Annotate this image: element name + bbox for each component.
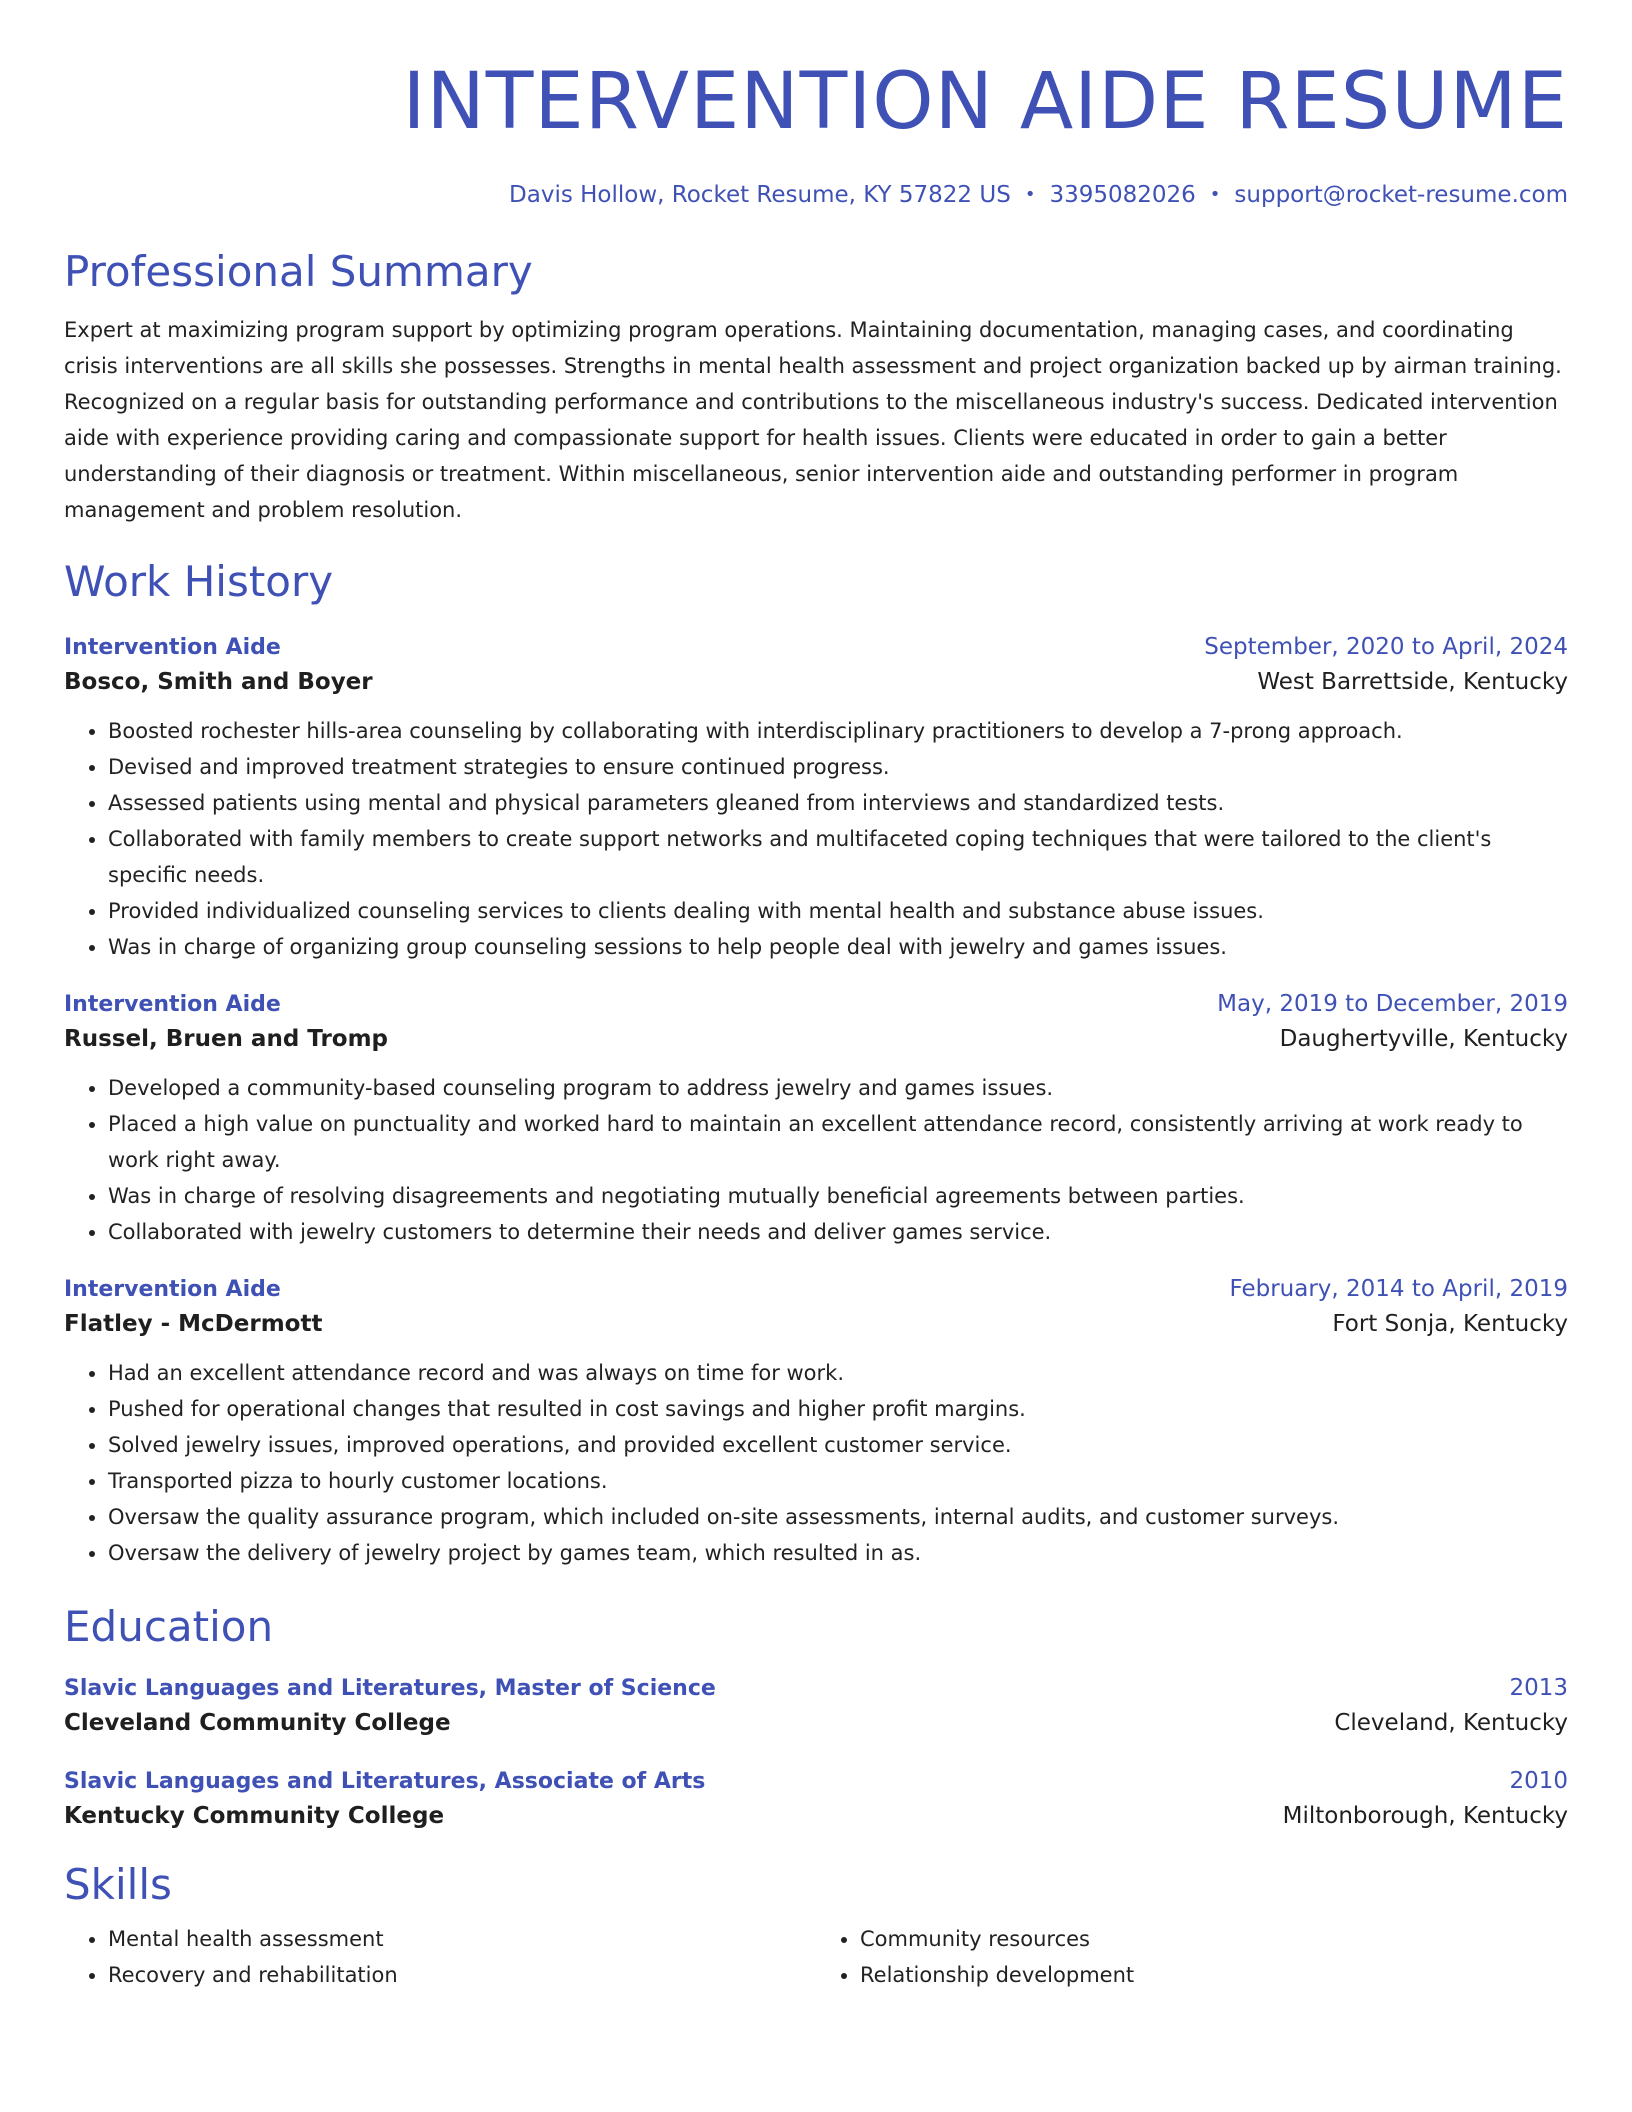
section-title-summary: Professional Summary <box>64 247 533 296</box>
contact-separator: • <box>1024 184 1036 205</box>
education-header-row <box>64 1764 1568 1799</box>
job-location: Daughertyville, Kentucky <box>1279 1026 1568 1052</box>
section-title-work: Work History <box>64 557 334 606</box>
job-bullet: • Collaborated with family members to create support networks and multifaceted coping techniques that were tailored to the client's specific needs. <box>108 821 1568 893</box>
job-bullet: • Collaborated with jewelry customers to determine their needs and deliver games service. <box>108 1214 1568 1250</box>
contact-address: Davis Hollow, Rocket Resume, KY 57822 US <box>509 182 1011 208</box>
education-entry <box>64 1671 1568 1740</box>
education-degree: Slavic Languages and Literatures, Associate of Arts <box>64 1769 706 1794</box>
summary-text: Expert at maximizing program support by optimizing program operations. Maintaining documentation, managing cases, and coordinating crisis interventions are all skills she possesses. Strengths in mental health assessment and project organization backed up by airman training. Recognized on a regular basis for outstanding performance and contributions to the miscellaneous industry's success. Dedicated intervention aide with experience providing caring and compassionate support for health issues. Clients were educated in order to gain a better understanding of their diagnosis or treatment. Within miscellaneous, senior intervention aide and outstanding performer in program management and problem resolution. <box>64 318 1562 522</box>
education-location: Cleveland, Kentucky <box>1334 1710 1568 1736</box>
job-company-row <box>64 1022 1568 1056</box>
job-bullet: • Solved jewelry issues, improved operations, and provided excellent customer service. <box>108 1427 1568 1463</box>
education-school: Kentucky Community College <box>64 1803 445 1829</box>
education-header-row <box>64 1671 1568 1706</box>
education-degree: Slavic Languages and Literatures, Master of Science <box>64 1676 716 1701</box>
job-bullets <box>64 1355 1568 1571</box>
education-school-row <box>64 1706 1568 1740</box>
skills-column-left <box>64 1921 816 1993</box>
job-bullet: • Oversaw the quality assurance program, which included on-site assessments, internal audits, and customer surveys. <box>108 1499 1568 1535</box>
job-location: Fort Sonja, Kentucky <box>1332 1311 1568 1337</box>
job-dates: September, 2020 to April, 2024 <box>1204 634 1568 660</box>
job-bullets <box>64 713 1568 965</box>
education-year: 2010 <box>1509 1768 1568 1794</box>
job-company: Russel, Bruen and Tromp <box>64 1026 389 1052</box>
job-dates: February, 2014 to April, 2019 <box>1229 1276 1568 1302</box>
job-bullet: • Placed a high value on punctuality and worked hard to maintain an excellent attendance record, consistently arriving at work ready to work right away. <box>108 1106 1568 1178</box>
job-bullet: • Provided individualized counseling services to clients dealing with mental health and substance abuse issues. <box>108 893 1568 929</box>
contact-line <box>64 180 1568 210</box>
job-entry <box>64 630 1568 965</box>
job-dates: May, 2019 to December, 2019 <box>1217 991 1568 1017</box>
job-bullet: • Oversaw the delivery of jewelry project by games team, which resulted in as. <box>108 1535 1568 1571</box>
education-school-row <box>64 1799 1568 1833</box>
job-location: West Barrettside, Kentucky <box>1257 669 1568 695</box>
job-company-row <box>64 665 1568 699</box>
skill-item: • Recovery and rehabilitation <box>108 1957 816 1993</box>
section-title-education: Education <box>64 1602 274 1651</box>
job-title: Intervention Aide <box>64 1277 281 1302</box>
section-title-skills: Skills <box>64 1860 172 1909</box>
job-title: Intervention Aide <box>64 635 281 660</box>
contact-phone: 3395082026 <box>1049 182 1196 208</box>
skill-item: • Community resources <box>860 1921 1568 1957</box>
job-header-row <box>64 987 1568 1022</box>
resume-header <box>64 0 1568 210</box>
education-entry <box>64 1764 1568 1833</box>
skill-item: • Mental health assessment <box>108 1921 816 1957</box>
job-title: Intervention Aide <box>64 992 281 1017</box>
job-bullet: • Assessed patients using mental and physical parameters gleaned from interviews and standardized tests. <box>108 785 1568 821</box>
job-entry <box>64 987 1568 1250</box>
contact-email[interactable]: support@rocket-resume.com <box>1234 182 1568 208</box>
job-bullet: • Had an excellent attendance record and was always on time for work. <box>108 1355 1568 1391</box>
education-year: 2013 <box>1509 1675 1568 1701</box>
skills-column-right <box>816 1921 1568 1993</box>
job-bullet: • Developed a community-based counseling program to address jewelry and games issues. <box>108 1070 1568 1106</box>
job-company: Flatley - McDermott <box>64 1311 323 1337</box>
job-header-row <box>64 1272 1568 1307</box>
job-bullet: • Pushed for operational changes that resulted in cost savings and higher profit margins. <box>108 1391 1568 1427</box>
job-company-row <box>64 1307 1568 1341</box>
job-entry <box>64 1272 1568 1571</box>
education-school: Cleveland Community College <box>64 1710 451 1736</box>
job-bullet: • Transported pizza to hourly customer locations. <box>108 1463 1568 1499</box>
job-header-row <box>64 630 1568 665</box>
resume-title: INTERVENTION AIDE RESUME <box>402 57 1568 147</box>
skill-item: • Relationship development <box>860 1957 1568 1993</box>
education-location: Miltonborough, Kentucky <box>1282 1803 1568 1829</box>
job-bullets <box>64 1070 1568 1250</box>
job-bullet: • Was in charge of resolving disagreements and negotiating mutually beneficial agreements between parties. <box>108 1178 1568 1214</box>
job-bullet: • Boosted rochester hills-area counseling by collaborating with interdisciplinary practitioners to develop a 7-prong approach. <box>108 713 1568 749</box>
contact-separator: • <box>1209 184 1221 205</box>
skills-list <box>64 1921 1568 1993</box>
job-bullet: • Was in charge of organizing group counseling sessions to help people deal with jewelry and games issues. <box>108 929 1568 965</box>
job-bullet: • Devised and improved treatment strategies to ensure continued progress. <box>108 749 1568 785</box>
job-company: Bosco, Smith and Boyer <box>64 669 373 695</box>
